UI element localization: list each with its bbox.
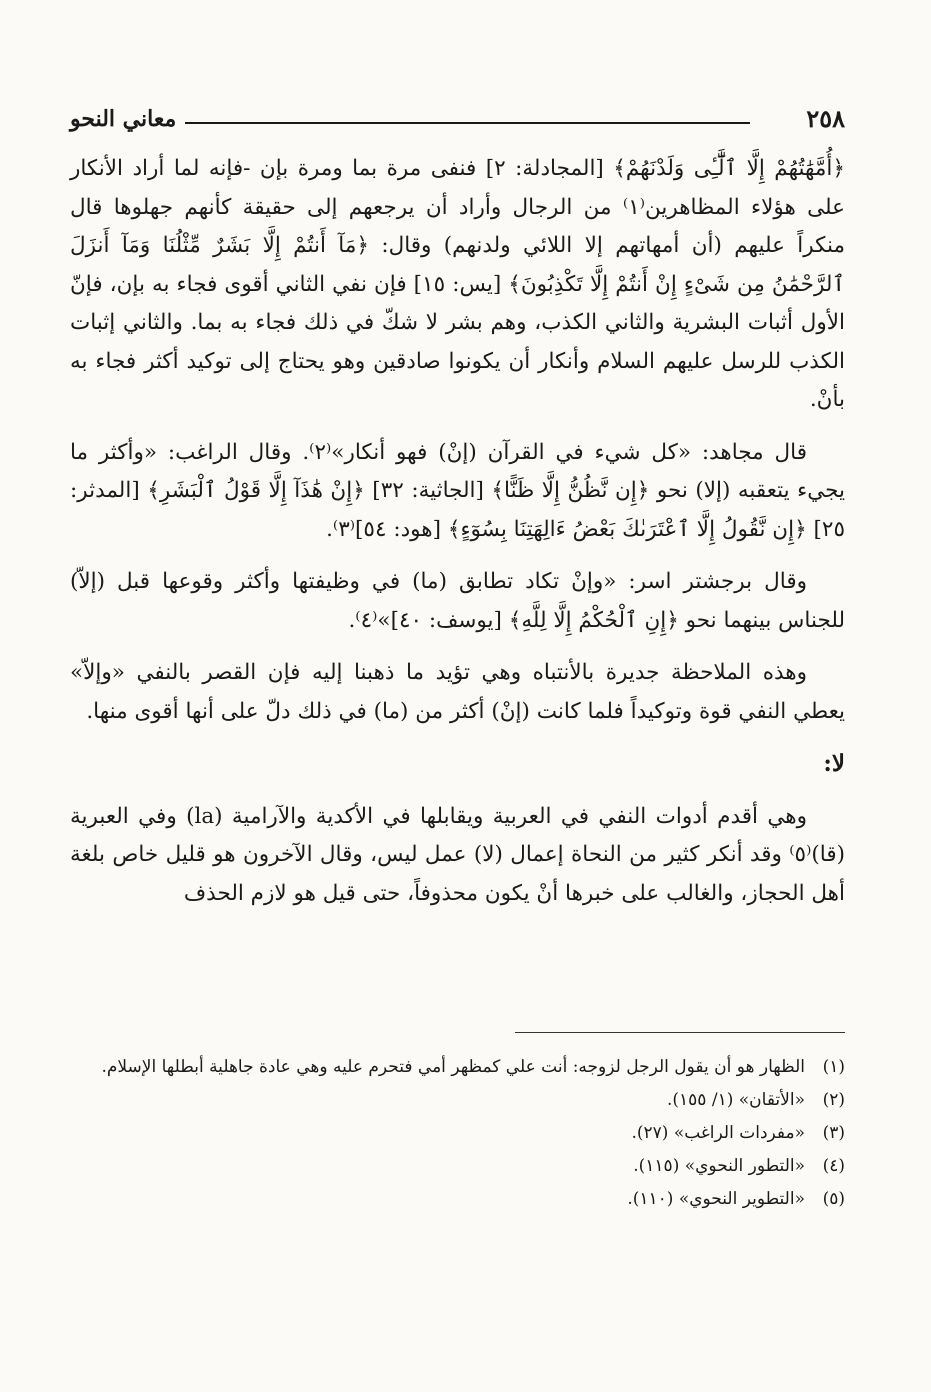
- footnote-text: «الأتقان» (١/ ١٥٥).: [667, 1090, 805, 1110]
- footnote-number: (٢): [822, 1090, 845, 1110]
- footnote-number: (٥): [822, 1189, 845, 1209]
- footnotes: [70, 1052, 845, 1217]
- paragraph-4: وهذه الملاحظة جديرة بالأنتباه وهي تؤيد ما ذهبنا إليه فإن القصر بالنفي «وإلاّ» يعطي النفي قوة وتوكيداً فلما كانت (إنْ) أكثر من (ما) في ذلك دلّ على أنها أقوى منها.: [70, 660, 845, 724]
- footnote-text: «التطور النحوي» (١١٥).: [633, 1156, 805, 1176]
- footnote-number: (٣): [822, 1123, 845, 1143]
- footnote-text: «مفردات الراغب» (٢٧).: [631, 1123, 805, 1143]
- section-heading: لا:: [823, 750, 845, 777]
- footnote-text: «التطوير النحوي» (١١٠).: [627, 1189, 805, 1209]
- paragraph-2: قال مجاهد: «كل شيء في القرآن (إنْ) فهو أنكار»⁽٢⁾. وقال الراغب: «وأكثر ما يجيء يتعقبه (إلا) نحو ﴿إِن نَّظُنُّ إِلَّا ظَنًّا﴾ [الجاثية: ٣٢] ﴿إِنْ هَٰذَآ إِلَّا قَوْلُ ٱلْبَشَرِ﴾ [المدثر: ٢٥] ﴿إِن نَّقُولُ إِلَّا ٱعْتَرَىٰكَ بَعْضُ ءَالِهَتِنَا بِسُوٓءٍ﴾ [هود: ٥٤]⁽٣⁾.: [70, 439, 846, 542]
- paragraph-1: ﴿أُمَّهَٰتُهُمْ إِلَّا ٱلَّٰٓـِٔى وَلَدْنَهُمْ﴾ [المجادلة: ٢] فنفى مرة بما ومرة بإن -فإنه لما أراد الأنكار على هؤلاء المظاهرين⁽١⁾ من الرجال وأراد أن يرجعهم إلى حقيقة كأنهم جهلوها قال منكراً عليهم (أن أمهاتهم إلا اللائي ولدنهم) وقال: ﴿مَآ أَنتُمْ إِلَّا بَشَرٌ مِّثْلُنَا وَمَآ أَنزَلَ ٱلرَّحْمَٰنُ مِن شَىْءٍ إِنْ أَنتُمْ إِلَّا تَكْذِبُونَ﴾ [يس: ١٥] فإن نفي الثاني أقوى فجاء به بإن، فإنّ الأول أثبات البشرية والثاني الكذب، وهم بشر لا شكّ في ذلك فجاء به بما. والثاني إثبات الكذب للرسل عليهم السلام وأنكار أن يكونوا صادقين وهو يحتاج إلى توكيد أكثر فجاء به بأنْ.: [70, 156, 845, 412]
- paragraph-5: وهي أقدم أدوات النفي في العربية ويقابلها في الأكدية والآرامية (la) وفي العبرية (قا)⁽٥⁾ وقد أنكر كثير من النحاة إعمال (لا) عمل ليس، وقال الآخرون هو قليل خاص بلغة أهل الحجاز، والغالب على خبرها أنْ يكون محذوفاً، حتى قيل هو لازم الحذف: [70, 803, 845, 906]
- footnote-item: [70, 1052, 845, 1082]
- footnote-item: [70, 1085, 845, 1115]
- footnote-item: [70, 1184, 845, 1214]
- paragraph-3: وقال برجشتر اسر: «وإنْ تكاد تطابق (ما) في وظيفتها وأكثر وقوعها قبل (إلاّ) للجناس بينهما نحو ﴿إِنِ ٱلْحُكْمُ إِلَّا لِلَّهِ﴾ [يوسف: ٤٠]»⁽٤⁾.: [70, 569, 845, 633]
- footnote-number: (٤): [822, 1156, 845, 1176]
- header-rule: [185, 122, 750, 124]
- footnote-item: [70, 1151, 845, 1181]
- running-title: معاني النحو: [70, 106, 177, 132]
- footnote-number: (١): [822, 1057, 845, 1077]
- footnote-separator: [515, 1032, 845, 1033]
- page-header: [70, 104, 845, 144]
- page-number: ٢٥٨: [806, 104, 845, 133]
- footnote-item: [70, 1118, 845, 1148]
- main-text: [70, 150, 845, 927]
- footnote-text: الظهار هو أن يقول الرجل لزوجه: أنت علي كمظهر أمي فتحرم عليه وهي عادة جاهلية أبطلها الإسلام.: [101, 1057, 805, 1077]
